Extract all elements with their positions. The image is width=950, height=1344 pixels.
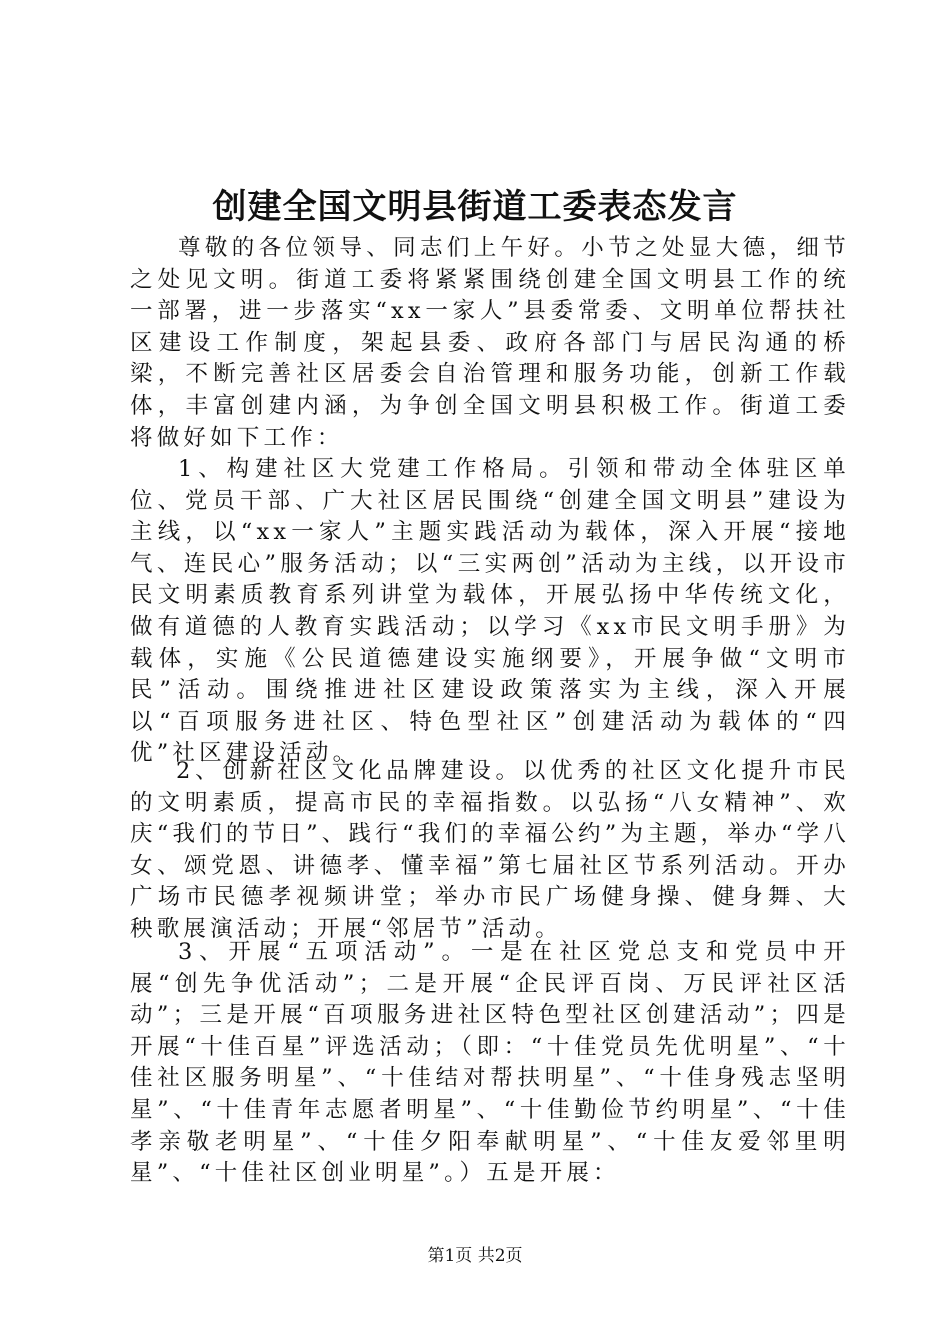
paragraph-item-2: 2、创新社区文化品牌建设。以优秀的社区文化提升市民的文明素质，提高市民的幸福指数。以弘扬“八女精神”、欢庆“我们的节日”、践行“我们的幸福公约”为主题，举办“学八女、颂党恩、讲德孝、懂幸福”第七届社区节系列活动。开办广场市民德孝视频讲堂；举办市民广场健身操、健身舞、大秧歌展演活动；开展“邻居节”活动。 [130,758,850,942]
paragraph-item-3: 3、开展“五项活动”。一是在社区党总支和党员中开展“创先争优活动”；二是开展“企民评百岗、万民评社区活动”；三是开展“百项服务进社区特色型社区创建活动”；四是开展“十佳百星”评选活动；（即：“十佳党员先优明星”、“十佳社区服务明星”、“十佳结对帮扶明星”、“十佳身残志坚明星”、“十佳青年志愿者明星”、“十佳勤俭节约明星”、“十佳孝亲敬老明星”、“十佳夕阳奉献明星”、“十佳友爱邻里明星”、“十佳社区创业明星”。）五是开展： [130,939,850,1187]
document-title: 创建全国文明县街道工委表态发言 [212,187,738,227]
paragraph-item-1: 1、构建社区大党建工作格局。引领和带动全体驻区单位、党员干部、广大社区居民围绕“创建全国文明县”建设为主线，以“xx一家人”主题实践活动为载体，深入开展“接地气、连民心”服务活动；以“三实两创”活动为主线，以开设市民文明素质教育系列讲堂为载体，开展弘扬中华传统文化，做有道德的人教育实践活动；以学习《xx市民文明手册》为载体，实施《公民道德建设实施纲要》，开展争做“文明市民”活动。围绕推进社区建设政策落实为主线，深入开展以“百项服务进社区、特色型社区”创建活动为载体的“四优”社区建设活动。 [130,456,850,767]
paragraph-intro: 尊敬的各位领导、同志们上午好。小节之处显大德，细节之处见文明。街道工委将紧紧围绕创建全国文明县工作的统一部署，进一步落实“xx一家人”县委常委、文明单位帮扶社区建设工作制度，架起县委、政府各部门与居民沟通的桥梁，不断完善社区居委会自治管理和服务功能，创新工作载体，丰富创建内涵，为争创全国文明县积极工作。街道工委将做好如下工作： [130,235,850,451]
page-footer: 第1页 共2页 [427,1246,523,1266]
